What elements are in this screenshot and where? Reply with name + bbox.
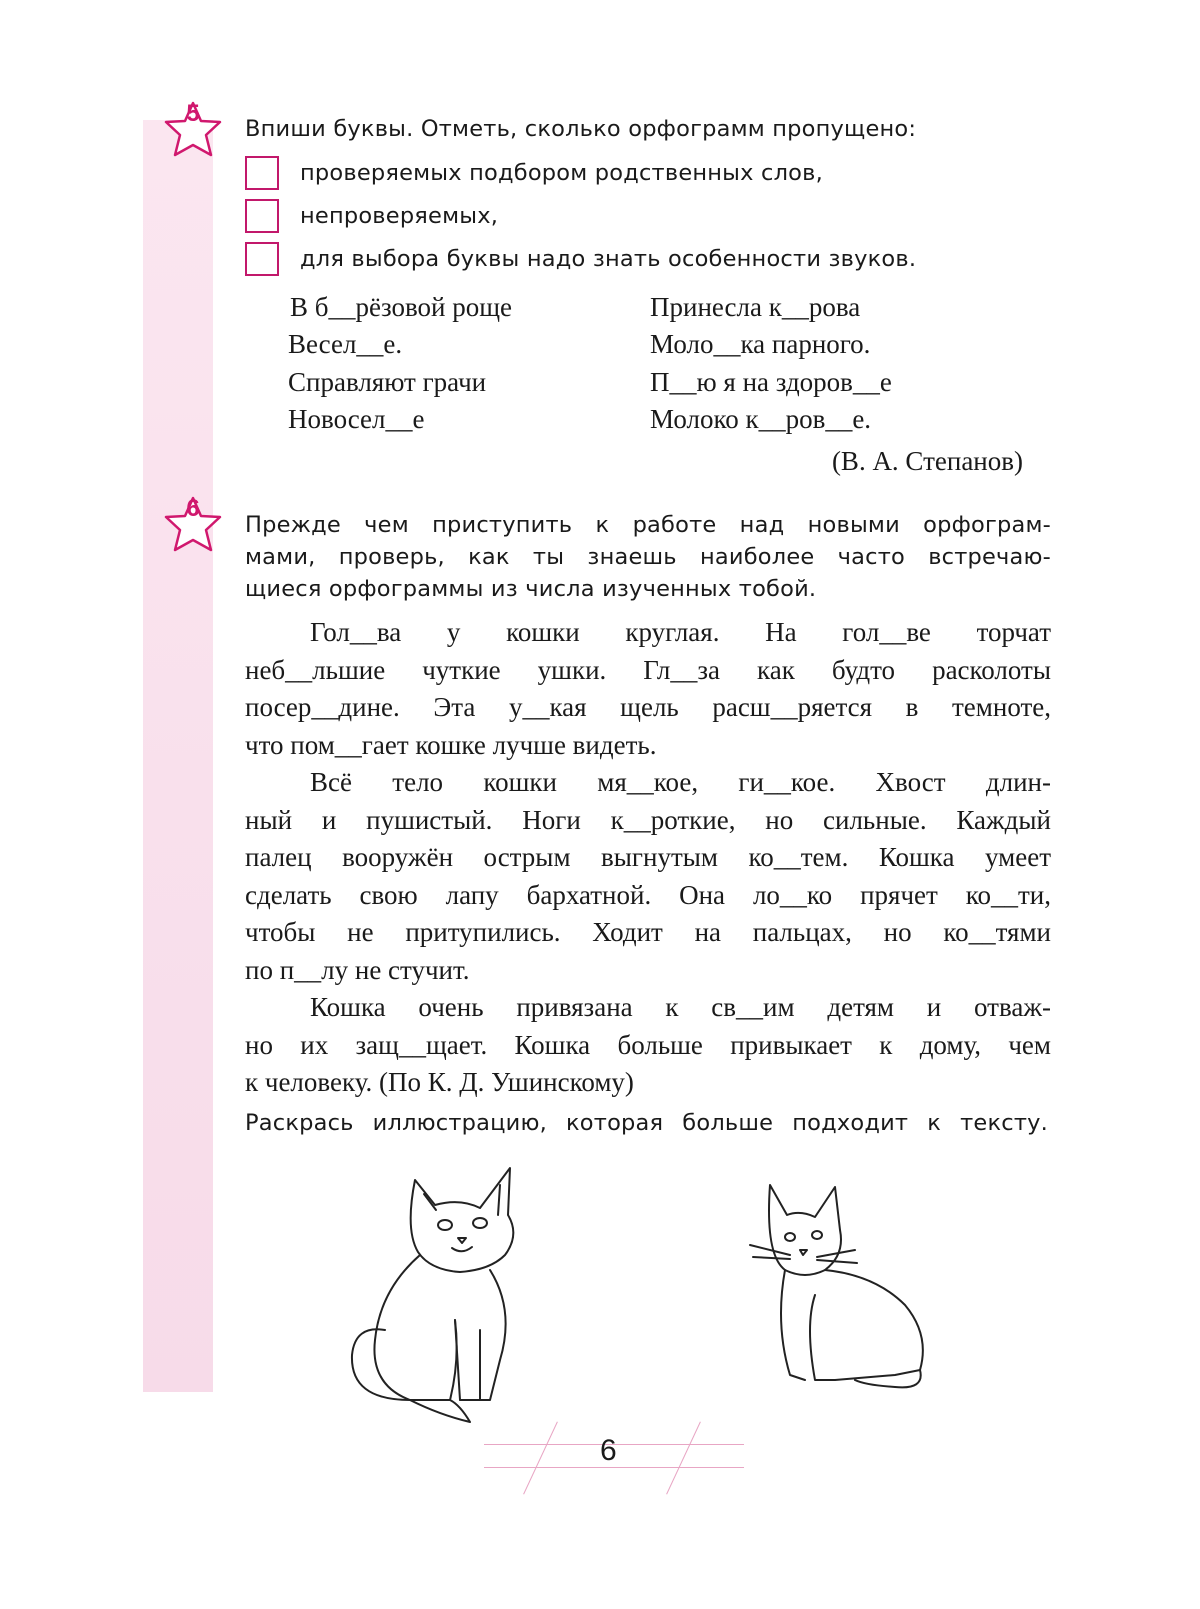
page-guide-line [666, 1422, 701, 1495]
story-text-line: что пом__гает кошке лучше видеть. [245, 729, 657, 760]
poem-line: Молоко к__ров__е. [650, 404, 872, 434]
fluffy-cat-illustration[interactable] [340, 1160, 540, 1430]
answer-box-sounds[interactable] [245, 242, 279, 276]
story-text-line: сделать свою лапу бархатной. Она ло__ко прячет ко__ти, [245, 879, 1051, 910]
option-sounds: для выбора буквы надо знать особенности звуков. [300, 246, 917, 272]
option-checkable: проверяемых подбором родственных слов, [300, 160, 823, 186]
coloring-instruction: Раскрась иллюстрацию, которая больше подходит к тексту. [245, 1110, 1048, 1136]
story-text-line: к человеку. (По К. Д. Ушинскому) [245, 1067, 634, 1097]
story-text-line: Всё тело кошки мя__кое, ги__кое. Хвост длин- [310, 767, 1051, 797]
task6-instruction-line: Прежде чем приступить к работе над новыми орфограм- [245, 512, 1051, 538]
poem-line: В б__рёзовой роще [290, 292, 513, 322]
task6-instruction-line: щиеся орфограммы из числа изученных тобой. [245, 576, 817, 602]
story-text-line: по п__лу не стучит. [245, 954, 470, 985]
poem-author: (В. А. Степанов) [831, 446, 1023, 476]
story-text-line: но их защ__щает. Кошка больше привыкает к дому, чем [245, 1029, 1051, 1060]
task-number: 5 [186, 100, 200, 127]
shorthair-cat-illustration[interactable] [745, 1175, 935, 1405]
task-number-star-icon [162, 495, 224, 557]
poem-line: Новосел__е [288, 404, 425, 434]
poem-line: Моло__ка парного. [650, 329, 871, 359]
story-text-line: ный и пушистый. Ноги к__роткие, но сильные. Каждый [245, 804, 1051, 835]
story-text-line: Гол__ва у кошки круглая. На гол__ве торчат [310, 617, 1051, 647]
option-uncheckable: непроверяемых, [300, 203, 499, 229]
task-number: 6 [186, 495, 200, 522]
story-text-line: посер__дине. Эта у__кая щель расш__ряется в темноте, [245, 692, 1051, 722]
page-number: 6 [600, 1434, 617, 1467]
page-guide-line [523, 1422, 558, 1495]
task5-instruction: Впиши буквы. Отметь, сколько орфограмм пропущено: [245, 116, 917, 142]
poem-line: Весел__е. [288, 329, 403, 359]
task-number-star-icon [162, 100, 224, 162]
story-text-line: Кошка очень привязана к св__им детям и отваж- [310, 992, 1051, 1022]
task6-instruction-line: мами, проверь, как ты знаешь наиболее часто встречаю- [245, 544, 1051, 570]
answer-box-uncheckable[interactable] [245, 199, 279, 233]
story-text-line: палец вооружён острым выгнутым ко__тем. Кошка умеет [245, 842, 1051, 872]
story-text-line: чтобы не притупились. Ходит на пальцах, но ко__тями [245, 917, 1051, 947]
poem-line: П__ю я на здоров__е [650, 367, 892, 397]
answer-box-checkable[interactable] [245, 156, 279, 190]
poem-line: Справляют грачи [288, 367, 487, 397]
story-text-line: неб__льшие чуткие ушки. Гл__за как будто расколоты [245, 654, 1051, 685]
decorative-alphabet-strip [143, 120, 213, 1392]
poem-line: Принесла к__рова [650, 292, 861, 322]
